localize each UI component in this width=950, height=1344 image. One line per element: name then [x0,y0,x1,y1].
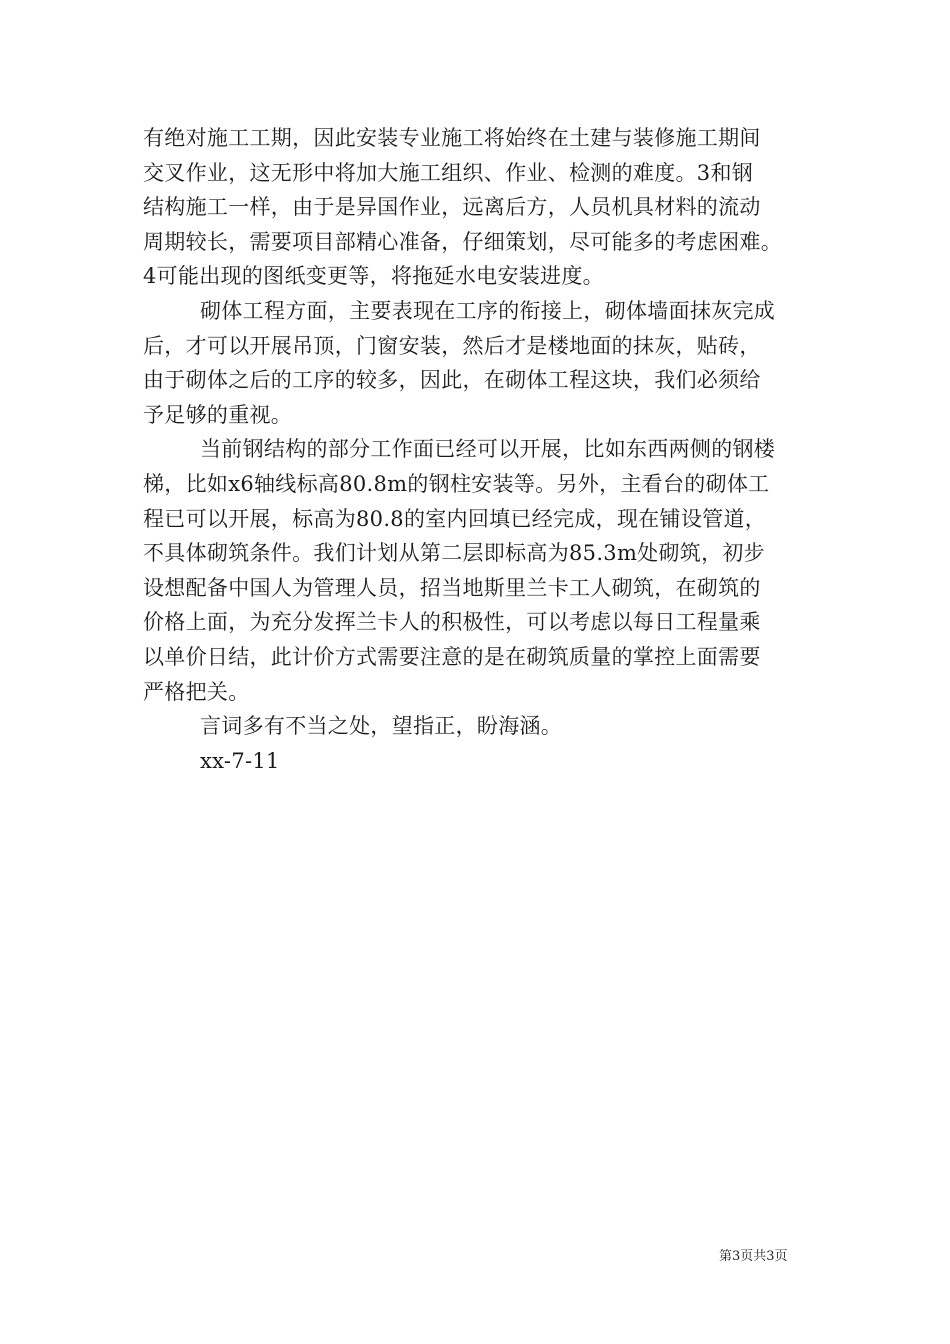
text-line: 程已可以开展，标高为80.8的室内回填已经完成，现在铺设管道， [143,506,767,531]
document-body [143,121,823,778]
paragraph-start-line: 砌体工程方面，主要表现在工序的衔接上，砌体墙面抹灰完成 [200,298,776,323]
text-line: 有绝对施工工期，因此安装专业施工将始终在土建与装修施工期间 [143,126,761,150]
text-line: 交叉作业，这无形中将加大施工组织、作业、检测的难度。3和钢 [143,160,754,185]
text-line: 予足够的重视。 [143,402,293,427]
paragraph-start-line: 当前钢结构的部分工作面已经可以开展，比如东西两侧的钢楼 [200,437,776,462]
text-line: 以单价日结，此计价方式需要注意的是在砌筑质量的掌控上面需要 [143,644,761,669]
text-line: 设想配备中国人为管理人员，招当地斯里兰卡工人砌筑，在砌筑的 [143,575,761,600]
text-line: 由于砌体之后的工序的较多，因此，在砌体工程这块，我们必须给 [143,368,761,393]
page-number-footer: 第3页共3页 [719,1249,788,1264]
text-line: 梯，比如x6轴线标高80.8m的钢柱安装等。另外，主看台的砌体工 [143,471,770,496]
text-line: 不具体砌筑条件。我们计划从第二层即标高为85.3m处砌筑，初步 [143,541,765,566]
text-line: 4可能出现的图纸变更等，将拖延水电安装进度。 [143,264,604,289]
text-line: 结构施工一样，由于是异国作业，远离后方，人员机具材料的流动 [143,195,761,220]
closing-remark: 言词多有不当之处，望指正，盼海涵。 [200,714,563,739]
text-line: 价格上面，为充分发挥兰卡人的积极性，可以考虑以每日工程量乘 [143,610,761,635]
document-date: xx-7-11 [200,748,280,773]
text-line: 周期较长，需要项目部精心准备，仔细策划，尽可能多的考虑困难。 [143,229,782,254]
text-line: 后，才可以开展吊顶，门窗安装，然后才是楼地面的抹灰，贴砖， [143,333,761,358]
text-line: 严格把关。 [143,679,250,704]
